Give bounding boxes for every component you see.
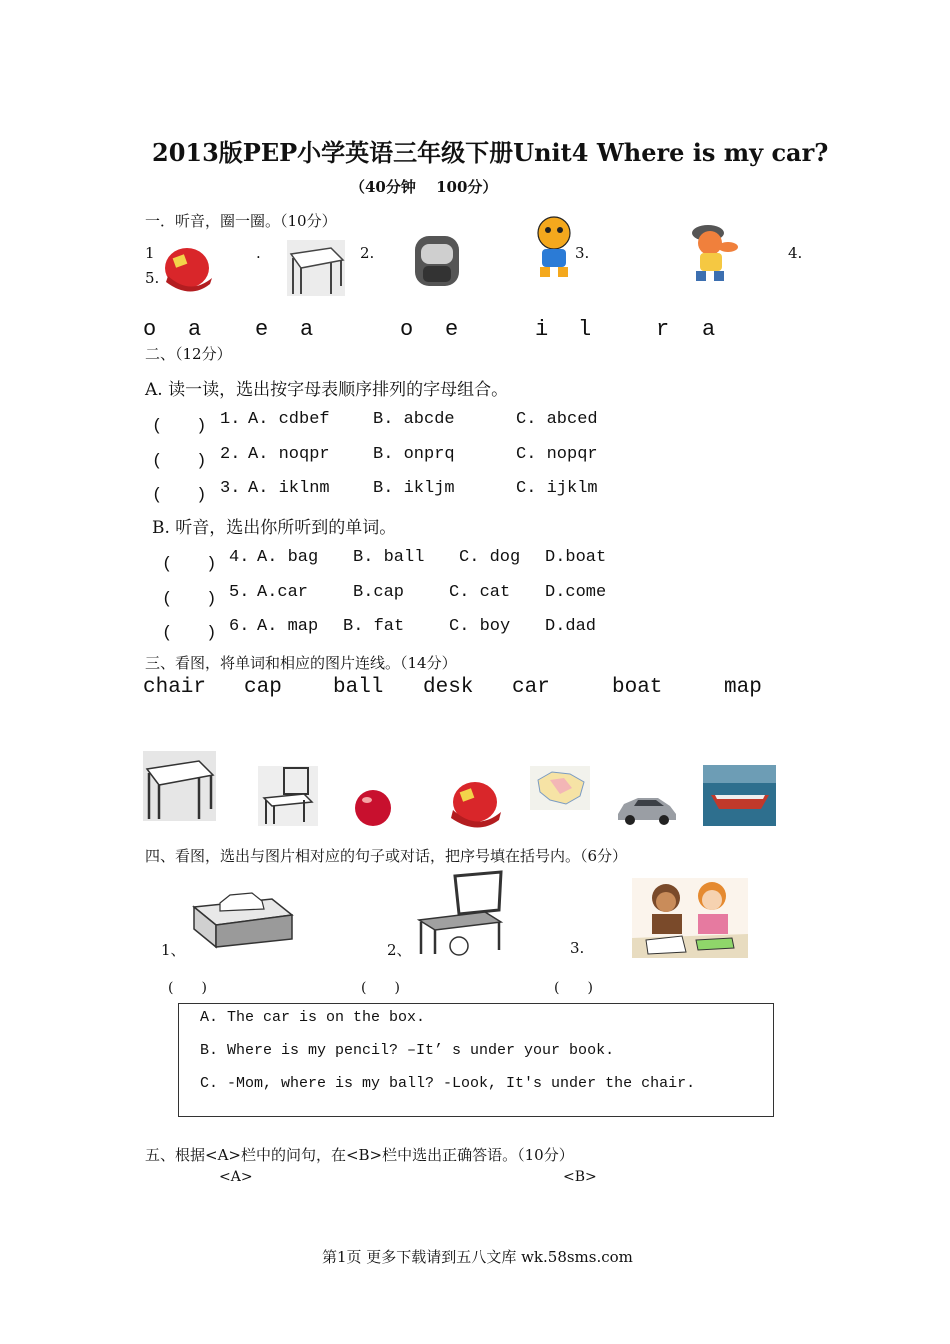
- letter-3: e: [255, 317, 269, 342]
- section1-num-2: 2.: [360, 244, 375, 262]
- q1-option-c: C. abced: [516, 410, 598, 429]
- q2-num: 2.: [220, 445, 241, 464]
- answer-paren-2[interactable]: ( ): [361, 980, 400, 996]
- q5-option-a: A.car: [257, 583, 309, 602]
- q6-paren[interactable]: ( ): [162, 624, 217, 643]
- q6-option-d: D.dad: [545, 617, 597, 636]
- section1-heading: 一．听音，圈一圈。（10分）: [145, 212, 337, 230]
- q4-num: 4.: [229, 548, 250, 567]
- word-chair: chair: [143, 676, 207, 699]
- picture-label-3: 3.: [570, 939, 585, 957]
- q2-paren[interactable]: ( ): [152, 452, 207, 471]
- word-boat: boat: [612, 676, 663, 699]
- red-ball-picture: [354, 788, 394, 828]
- q1-num: 1.: [220, 410, 241, 429]
- map-picture: [530, 766, 590, 810]
- chair-picture: [258, 766, 318, 826]
- section1-num-3: 3.: [575, 244, 590, 262]
- section1-num-4: 4.: [788, 244, 803, 262]
- q5-option-d: D.come: [545, 583, 607, 602]
- q6-option-a: A. map: [257, 617, 319, 636]
- schoolbag-image: [405, 230, 470, 288]
- q2-option-b: B. onprq: [373, 445, 455, 464]
- option-a-text: A. The car is on the box.: [200, 1009, 426, 1026]
- q6-option-b: B. fat: [343, 617, 405, 636]
- section2-partA-instruction: A. 读一读，选出按字母表顺序排列的字母组合。: [145, 380, 509, 400]
- page-footer: 第1页 更多下载请到五八文库 wk.58sms.com: [322, 1248, 633, 1266]
- q3-paren[interactable]: ( ): [152, 486, 207, 505]
- boat-picture: [703, 765, 776, 826]
- section1-num-1: 1: [145, 244, 155, 262]
- section1-num-5: 5.: [145, 269, 160, 287]
- section4-heading: 四、看图，选出与图片相对应的句子或对话，把序号填在括号内。（6分）: [145, 847, 628, 865]
- red-cap-image: [160, 238, 215, 296]
- q5-paren[interactable]: ( ): [162, 590, 217, 609]
- letter-9: r: [656, 317, 670, 342]
- column-a-label: <A>: [219, 1169, 253, 1185]
- kids-pencil-book-picture: [632, 878, 748, 958]
- desk-picture: [143, 751, 216, 821]
- car-on-box-picture: [190, 885, 295, 949]
- ball-under-chair-picture: [415, 870, 505, 954]
- desk-image: [287, 240, 345, 296]
- word-ball: ball: [333, 676, 384, 699]
- section3-heading: 三、看图，将单词和相应的图片连线。（14分）: [145, 654, 457, 672]
- q4-option-c: C. dog: [459, 548, 521, 567]
- car-picture: [614, 790, 678, 826]
- q2-option-c: C. nopqr: [516, 445, 598, 464]
- letter-10: a: [702, 317, 716, 342]
- q4-option-a: A. bag: [257, 548, 319, 567]
- section2-partB-instruction: B. 听音，选出你所听到的单词。: [152, 518, 397, 538]
- tiger-cartoon-image: [528, 215, 580, 279]
- picture-label-1: 1、: [161, 941, 186, 959]
- cap-picture: [447, 774, 503, 832]
- q6-option-c: C. boy: [449, 617, 511, 636]
- page-subtitle: （40分钟 100分）: [350, 178, 498, 196]
- dog-cartoon-image: [672, 215, 742, 285]
- q5-option-c: C. cat: [449, 583, 511, 602]
- answer-paren-1[interactable]: ( ): [168, 980, 207, 996]
- letter-8: l: [578, 317, 592, 342]
- q3-option-c: C. ijklm: [516, 479, 598, 498]
- picture-label-2: 2、: [387, 941, 412, 959]
- option-c-text: C. -Mom, where is my ball? -Look, It's under the chair.: [200, 1075, 696, 1092]
- q4-option-d: D.boat: [545, 548, 607, 567]
- q1-option-a: A. cdbef: [248, 410, 330, 429]
- column-b-label: <B>: [563, 1169, 597, 1185]
- q3-option-a: A. iklnm: [248, 479, 330, 498]
- q4-paren[interactable]: ( ): [162, 555, 217, 574]
- q2-option-a: A. noqpr: [248, 445, 330, 464]
- letter-2: a: [188, 317, 202, 342]
- option-b-text: B. Where is my pencil? –It’ s under your book.: [200, 1042, 615, 1059]
- letter-6: e: [445, 317, 459, 342]
- letter-7: i: [535, 317, 549, 342]
- answer-paren-3[interactable]: ( ): [554, 980, 593, 996]
- q5-num: 5.: [229, 583, 250, 602]
- section1-num-dot: .: [256, 244, 261, 262]
- letter-5: o: [400, 317, 414, 342]
- word-cap: cap: [244, 676, 282, 699]
- word-car: car: [512, 676, 550, 699]
- q1-option-b: B. abcde: [373, 410, 455, 429]
- q3-option-b: B. ikljm: [373, 479, 455, 498]
- page-title: 2013版PEP小学英语三年级下册Unit4 Where is my car?: [152, 138, 829, 167]
- letter-4: a: [300, 317, 314, 342]
- q3-num: 3.: [220, 479, 241, 498]
- section2-heading: 二、（12分）: [145, 345, 232, 363]
- word-desk: desk: [423, 676, 474, 699]
- word-map: map: [724, 676, 762, 699]
- letter-1: o: [143, 317, 157, 342]
- q4-option-b: B. ball: [353, 548, 425, 567]
- q5-option-b: B.cap: [353, 583, 405, 602]
- q6-num: 6.: [229, 617, 250, 636]
- section5-heading: 五、根据<A>栏中的问句，在<B>栏中选出正确答语。（10分）: [145, 1146, 574, 1164]
- q1-paren[interactable]: ( ): [152, 417, 207, 436]
